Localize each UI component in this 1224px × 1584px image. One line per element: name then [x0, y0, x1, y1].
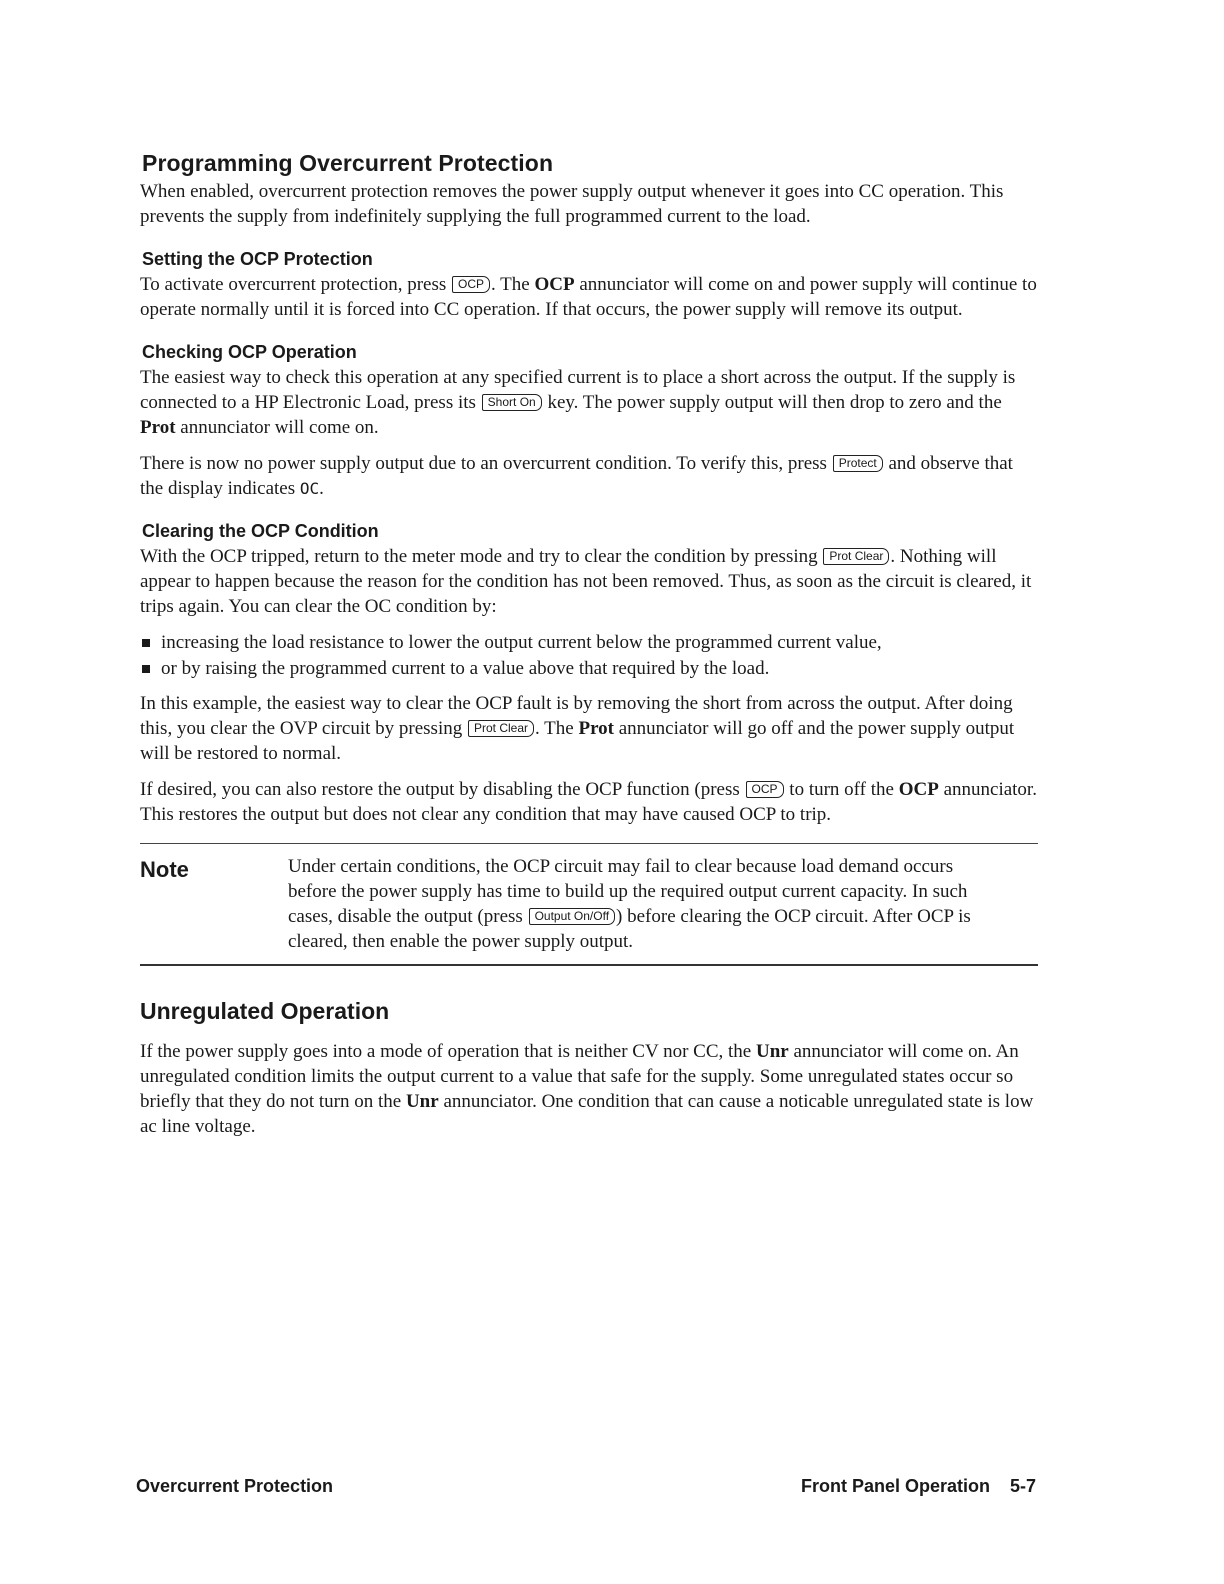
clearing-paragraph-1: With the OCP tripped, return to the meter mode and try to clear the condition by pressing Prot Clear . Nothing will appear to happen because the reason for the condition has not been removed. Thus, as soon as the circuit is cleared, it trips again. You can clear the OC condition by: — [140, 546, 1032, 617]
ocp-annunciator: OCP — [534, 274, 575, 295]
short-on-key: Short On — [482, 394, 542, 411]
subsection-title-setting: Setting the OCP Protection — [142, 249, 373, 269]
page-footer — [136, 1476, 1036, 1497]
footer-chapter-name: Front Panel Operation — [800, 1476, 990, 1496]
prot-clear-key: Prot Clear — [468, 720, 534, 737]
output-on-off-key: Output On/Off — [529, 908, 615, 925]
note-label: Note — [140, 857, 189, 882]
subsection-title-clearing: Clearing the OCP Condition — [142, 521, 379, 541]
subsection-title-checking: Checking OCP Operation — [142, 342, 357, 362]
list-item: or by raising the programmed current to a value above that required by the load. — [140, 656, 1040, 681]
programming-paragraph: When enabled, overcurrent protection removes the power supply output whenever it goes into CC operation. This prevents the supply from indefinitely supplying the full programmed current to the load. — [140, 181, 1004, 227]
prot-annunciator: Prot — [140, 417, 176, 438]
checking-paragraph-2: There is now no power supply output due to an overcurrent condition. To verify this, press Protect and observe that the display indicates OC. — [140, 453, 1013, 499]
unr-annunciator: Unr — [755, 1041, 789, 1062]
section-title-unregulated: Unregulated Operation — [140, 998, 390, 1024]
prot-annunciator: Prot — [578, 718, 614, 739]
display-oc: OC — [299, 479, 320, 498]
bullet-icon — [142, 639, 150, 647]
bullet-icon — [142, 665, 150, 673]
prot-clear-key: Prot Clear — [823, 548, 889, 565]
list-item: increasing the load resistance to lower the output current below the programmed current value, — [140, 630, 1040, 655]
footer-section-name: Overcurrent Protection — [136, 1476, 334, 1496]
page-number: 5-7 — [1009, 1476, 1036, 1496]
protect-key: Protect — [833, 455, 883, 472]
clearing-paragraph-2: In this example, the easiest way to clear the OCP fault is by removing the short from across the output. After doing this, you clear the OVP circuit by pressing Prot Clear . The Prot annunciator will go off and the power supply output will be restored to normal. — [140, 693, 1015, 764]
page-content — [140, 150, 1040, 1139]
footer-chapter — [801, 1476, 1036, 1497]
note-text: Under certain conditions, the OCP circuit may fail to clear because load demand occurs before the power supply has time to build up the required output current capacity. In such cases, disable the output (press Output On/Off ) before clearing the OCP circuit. After OCP is cleared, then enable the power supply output. — [288, 856, 971, 952]
ocp-key: OCP — [452, 276, 490, 293]
ocp-key: OCP — [746, 781, 784, 798]
checking-paragraph-1: The easiest way to check this operation at any specified current is to place a short across the output. If the supply is connected to a HP Electronic Load, press its Short On key. The power supply output will then drop to zero and the Prot annunciator will come on. — [140, 367, 1016, 438]
clearing-paragraph-3: If desired, you can also restore the output by disabling the OCP function (press OCP to turn off the OCP annunciator. This restores the output but does not clear any condition that may have caused OCP to trip. — [140, 779, 1037, 825]
unr-annunciator: Unr — [405, 1091, 439, 1112]
unregulated-paragraph: If the power supply goes into a mode of operation that is neither CV nor CC, the Unr annunciator will come on. An unregulated condition limits the output current to a value that safe for the supply. Some unregulated states occur so briefly that they do not turn on the Unr annunciator. One condition that can cause a noticable unregulated state is low ac line voltage. — [140, 1041, 1034, 1137]
setting-paragraph: To activate overcurrent protection, press OCP . The OCP annunciator will come on and power supply will continue to operate normally until it is forced into CC operation. If that occurs, the power supply will remove its output. — [140, 274, 1037, 320]
clear-methods-list — [140, 630, 1040, 681]
section-title-programming: Programming Overcurrent Protection — [142, 150, 554, 176]
ocp-annunciator: OCP — [898, 779, 939, 800]
note-box — [140, 843, 1038, 966]
